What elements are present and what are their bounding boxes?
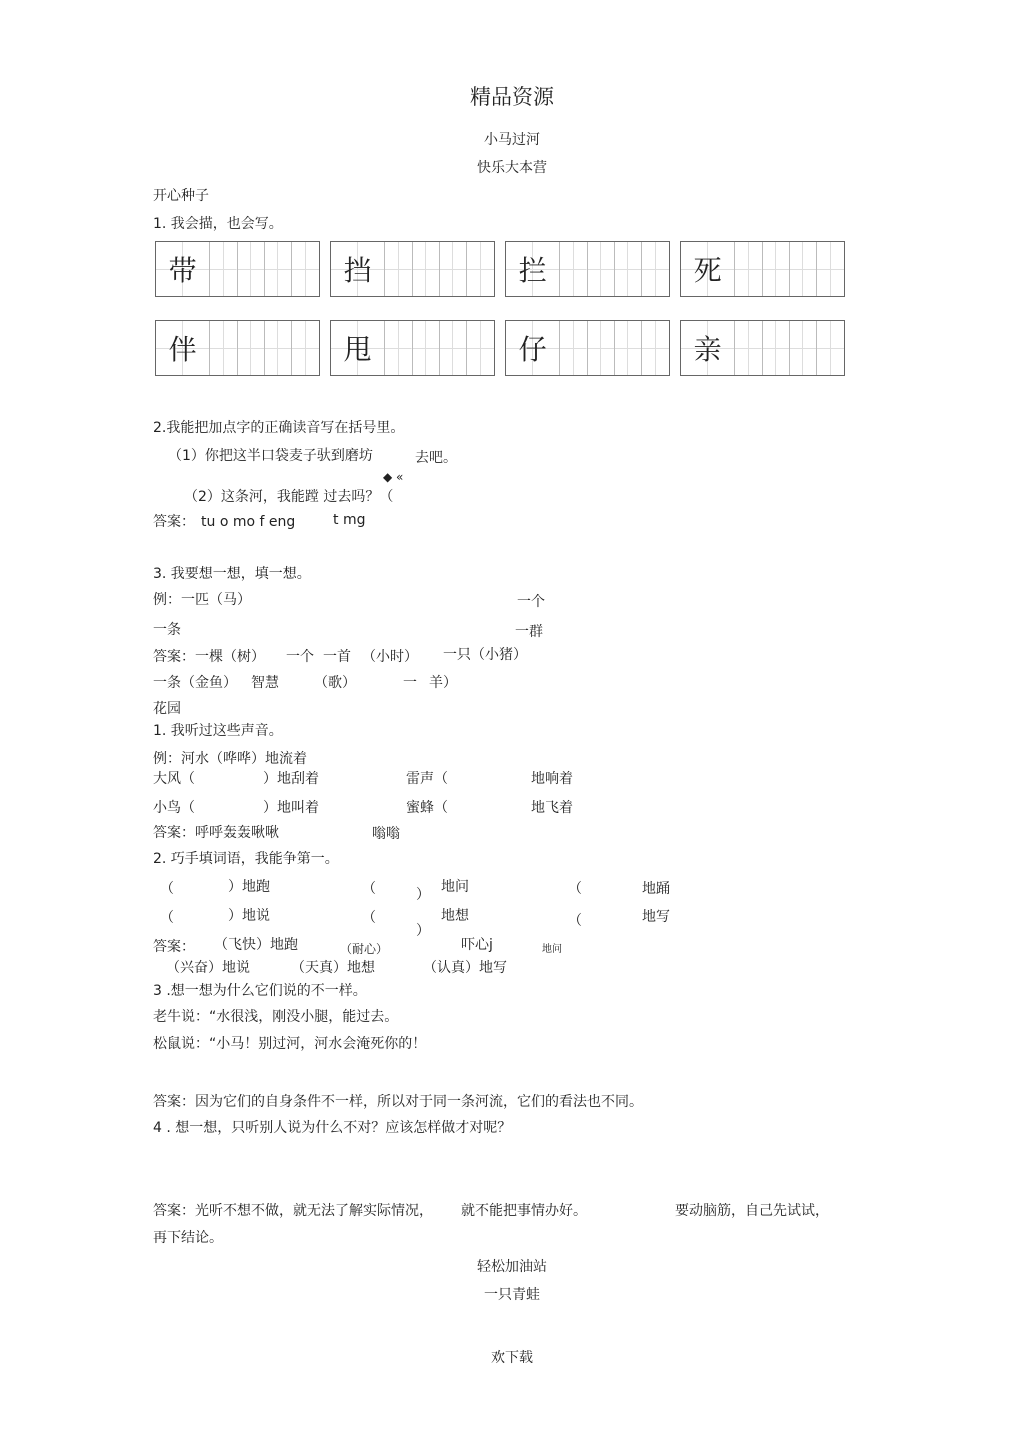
section-heading-garden: 花园	[153, 701, 181, 717]
p2-q1-row1-a: 大风（	[153, 771, 195, 787]
q3-answer-row1-c: 一首	[323, 649, 351, 665]
p2-q2-answer-row2-b: （天真）地想	[291, 960, 375, 976]
q3-answer-row2-a: 一条（金鱼）	[153, 675, 237, 691]
blank-open: （	[160, 881, 174, 897]
blank-close: ）	[416, 887, 430, 903]
lesson-title: 小马过河	[484, 132, 540, 148]
grid-cell	[331, 242, 385, 296]
trace-char: 死	[693, 254, 722, 287]
section-title: 快乐大本营	[477, 160, 547, 176]
trace-char: 带	[168, 254, 197, 287]
p2-q1-row2-a: 小鸟（	[153, 800, 195, 816]
p2-q2-answer-b: （耐心）	[340, 942, 389, 956]
q3-answer-row1-e: 一只（小猪）	[443, 647, 527, 663]
blank-open: （	[568, 913, 582, 929]
writing-grid[interactable]	[330, 241, 495, 297]
q3-answer-row2-d: 一	[403, 675, 417, 691]
blank-word: 地写	[642, 909, 670, 925]
q2-item2: （2）这条河，我能蹚 过去吗？（	[184, 489, 394, 505]
p2-q3-line2: 松鼠说：“小马！别过河，河水会淹死你的！	[153, 1036, 427, 1052]
p2-q1-row2-c: 蜜蜂（	[406, 800, 448, 816]
p2-q2-answer-d: 地问	[542, 944, 562, 955]
writing-grid[interactable]	[330, 320, 495, 376]
p2-q1-example: 例：河水（哗哗）地流着	[153, 751, 307, 767]
writing-grid[interactable]	[155, 241, 320, 297]
p2-q1-label: 1. 我听过这些声音。	[153, 723, 283, 739]
section-heading-refuel: 轻松加油站	[477, 1259, 547, 1275]
p2-q2-answer-c: 吓心j	[461, 937, 493, 953]
p2-q1-row1-d: 地响着	[531, 771, 573, 787]
writing-grid[interactable]	[505, 320, 670, 376]
blank-open: （	[568, 881, 582, 897]
q2-label: 2.我能把加点字的正确读音写在括号里。	[153, 420, 405, 436]
page-footer: 欢下载	[491, 1350, 533, 1366]
q2-item1: （1）你把这半口袋麦子驮到磨坊	[168, 448, 373, 464]
trace-char: 挡	[343, 254, 372, 287]
p2-q1-row1-c: 雷声（	[406, 771, 448, 787]
blank-close: ）	[416, 923, 430, 939]
trace-char: 拦	[518, 254, 547, 287]
blank-word: 地踊	[642, 881, 670, 897]
q3-answer-row2-e: 羊）	[429, 675, 457, 691]
q3-answer-row2-c: （歌）	[314, 675, 356, 691]
p2-q3-label: 3 .想一想为什么它们说的不一样。	[153, 983, 367, 999]
writing-grid[interactable]	[155, 320, 320, 376]
q3-right1: 一个	[517, 594, 545, 610]
p2-q2-answer-a: （飞快）地跑	[214, 937, 298, 953]
p2-q1-row1-b: ）地刮着	[263, 771, 319, 787]
blank-word: 地问	[441, 879, 469, 895]
p2-q4-answer-c: 要动脑筋，自己先试试，	[675, 1203, 829, 1219]
p2-q3-line1: 老牛说：“水很浅，刚没小腿，能过去。	[153, 1009, 399, 1025]
p2-q4-answer-b: 就不能把事情办好。	[461, 1203, 587, 1219]
p2-q2-answer-row2-a: （兴奋）地说	[166, 960, 250, 976]
grid-cell	[331, 321, 385, 375]
q3-left2: 一条	[153, 622, 181, 638]
p2-q1-row2-d: 地飞着	[531, 800, 573, 816]
q1-label: 1. 我会描，也会写。	[153, 216, 283, 232]
q2-answer-pinyin: tu o mo f eng	[201, 514, 296, 530]
trace-char: 伴	[168, 333, 197, 366]
q3-right2: 一群	[515, 624, 543, 640]
blank-word: ）地说	[228, 908, 270, 924]
blank-word: 地想	[441, 908, 469, 924]
emphasis-dots: ◆ «	[383, 470, 404, 484]
writing-grid[interactable]	[680, 320, 845, 376]
p2-q3-answer: 答案：因为它们的自身条件不一样，所以对于同一条河流，它们的看法也不同。	[153, 1094, 643, 1110]
blank-word: ）地跑	[228, 879, 270, 895]
p2-q4-answer-d: 再下结论。	[153, 1230, 223, 1246]
q3-answer-row1-a: 答案：一棵（树）	[153, 649, 265, 665]
writing-grid[interactable]	[680, 241, 845, 297]
p2-q1-answer-2: 嗡嗡	[372, 826, 400, 842]
page-title: 精品资源	[470, 85, 554, 109]
q3-label: 3. 我要想一想，填一想。	[153, 566, 311, 582]
q2-answer-label: 答案：	[153, 514, 195, 530]
p2-q2-answer-label: 答案：	[153, 939, 195, 955]
q3-answer-row1-b: 一个	[286, 649, 314, 665]
grid-cell	[156, 321, 210, 375]
p2-q2-label: 2. 巧手填词语，我能争第一。	[153, 851, 339, 867]
grid-cell	[681, 321, 735, 375]
q3-example: 例：一匹（马）	[153, 592, 251, 608]
trace-char: 甩	[343, 333, 372, 366]
blank-open: （	[362, 881, 376, 897]
blank-open: （	[160, 910, 174, 926]
q2-item1-end: 去吧。	[415, 450, 457, 466]
p2-q1-answer: 答案：呼呼轰轰啾啾	[153, 825, 279, 841]
writing-grid[interactable]	[505, 241, 670, 297]
p2-q4-label: 4 . 想一想，只听别人说为什么不对？应该怎样做才对呢？	[153, 1120, 512, 1136]
p2-q2-answer-row2-c: （认真）地写	[423, 960, 507, 976]
q2-answer-pinyin-2: t mg	[333, 512, 366, 528]
grid-cell	[506, 321, 560, 375]
blank-open: （	[362, 910, 376, 926]
p2-q1-row2-b: ）地叫着	[263, 800, 319, 816]
q3-answer-row1-d: （小时）	[362, 649, 418, 665]
section-heading-seeds: 开心种子	[153, 188, 209, 204]
trace-char: 仔	[518, 333, 547, 366]
grid-cell	[506, 242, 560, 296]
grid-cell	[156, 242, 210, 296]
q3-answer-row2-b: 智慧	[251, 675, 279, 691]
trace-char: 亲	[693, 333, 722, 366]
grid-cell	[681, 242, 735, 296]
p2-q4-answer-a: 答案：光听不想不做，就无法了解实际情况，	[153, 1203, 433, 1219]
story-title: 一只青蛙	[484, 1287, 540, 1303]
